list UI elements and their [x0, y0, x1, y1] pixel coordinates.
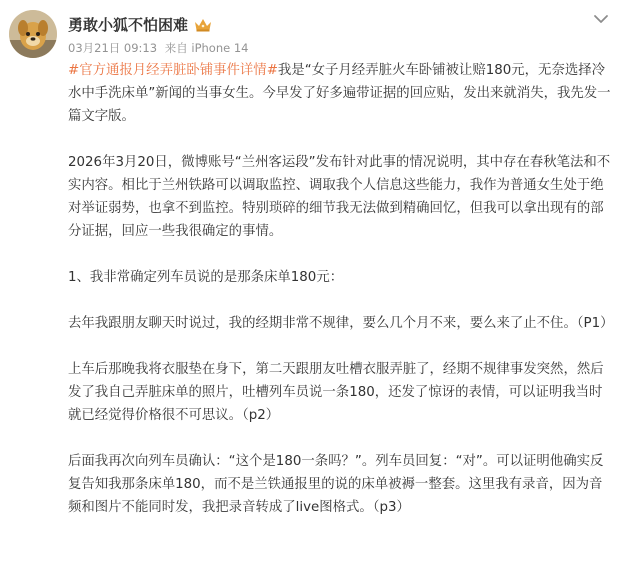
- post-paragraph: 2026年3月20日，微博账号“兰州客运段”发布针对此事的情况说明，其中存在春秋笔法和不实内容。相比于兰州铁路可以调取监控、调取我个人信息这些能力，我作为普通女生处于绝对举证弱势，也拿不到监控。特别琐碎的细节我无法做到精确回忆，但我可以拿出现有的部分证据，回应一些我很确定的事情。: [68, 155, 611, 239]
- post-paragraph: 后面我再次向列车员确认：“这个是180一条吗？”。列车员回复：“对”。可以证明他确实反复告知我那条床单180，而不是兰铁通报里的说的床单被褥一整套。这里我有录音，因为音频和图片不能同时发，我把录音转成了live图格式。（p3）: [68, 454, 604, 515]
- post-paragraph: 1、我非常确定列车员说的是那条床单180元：: [68, 270, 344, 285]
- post-body: [68, 59, 612, 519]
- username[interactable]: 勇敢小狐不怕困难: [68, 16, 189, 34]
- post-paragraph: 上车后那晚我将衣服垫在身下，第二天跟朋友吐槽衣服弄脏了，经期不规律事发突然，然后发了我自己弄脏床单的照片，吐槽列车员说一条180，还发了惊讶的表情，可以证明我当时就已经觉得价格很不可思议。（p2）: [68, 362, 604, 423]
- post-intro-text: 我是“女子月经弄脏火车卧铺被让赔180元，无奈选择冷水中手洗床单”新闻的当事女生。今早发了好多遍带证据的回应贴，发出来就消失，我先发一篇文字版。: [68, 63, 611, 124]
- avatar[interactable]: [9, 10, 57, 58]
- chevron-down-icon[interactable]: [593, 10, 609, 22]
- topic-link[interactable]: #官方通报月经弄脏卧铺事件详情#: [68, 63, 278, 78]
- post-paragraph-intro: [68, 59, 612, 128]
- post-date[interactable]: 03月21日 09:13: [68, 41, 158, 55]
- username-row: [68, 14, 212, 35]
- post-source: 来自 iPhone 14: [164, 41, 249, 55]
- post-paragraph: 去年我跟朋友聊天时说过，我的经期非常不规律，要么几个月不来，要么来了止不住。（P1）: [68, 316, 614, 331]
- crown-icon[interactable]: [194, 18, 212, 32]
- post-meta: [68, 40, 249, 56]
